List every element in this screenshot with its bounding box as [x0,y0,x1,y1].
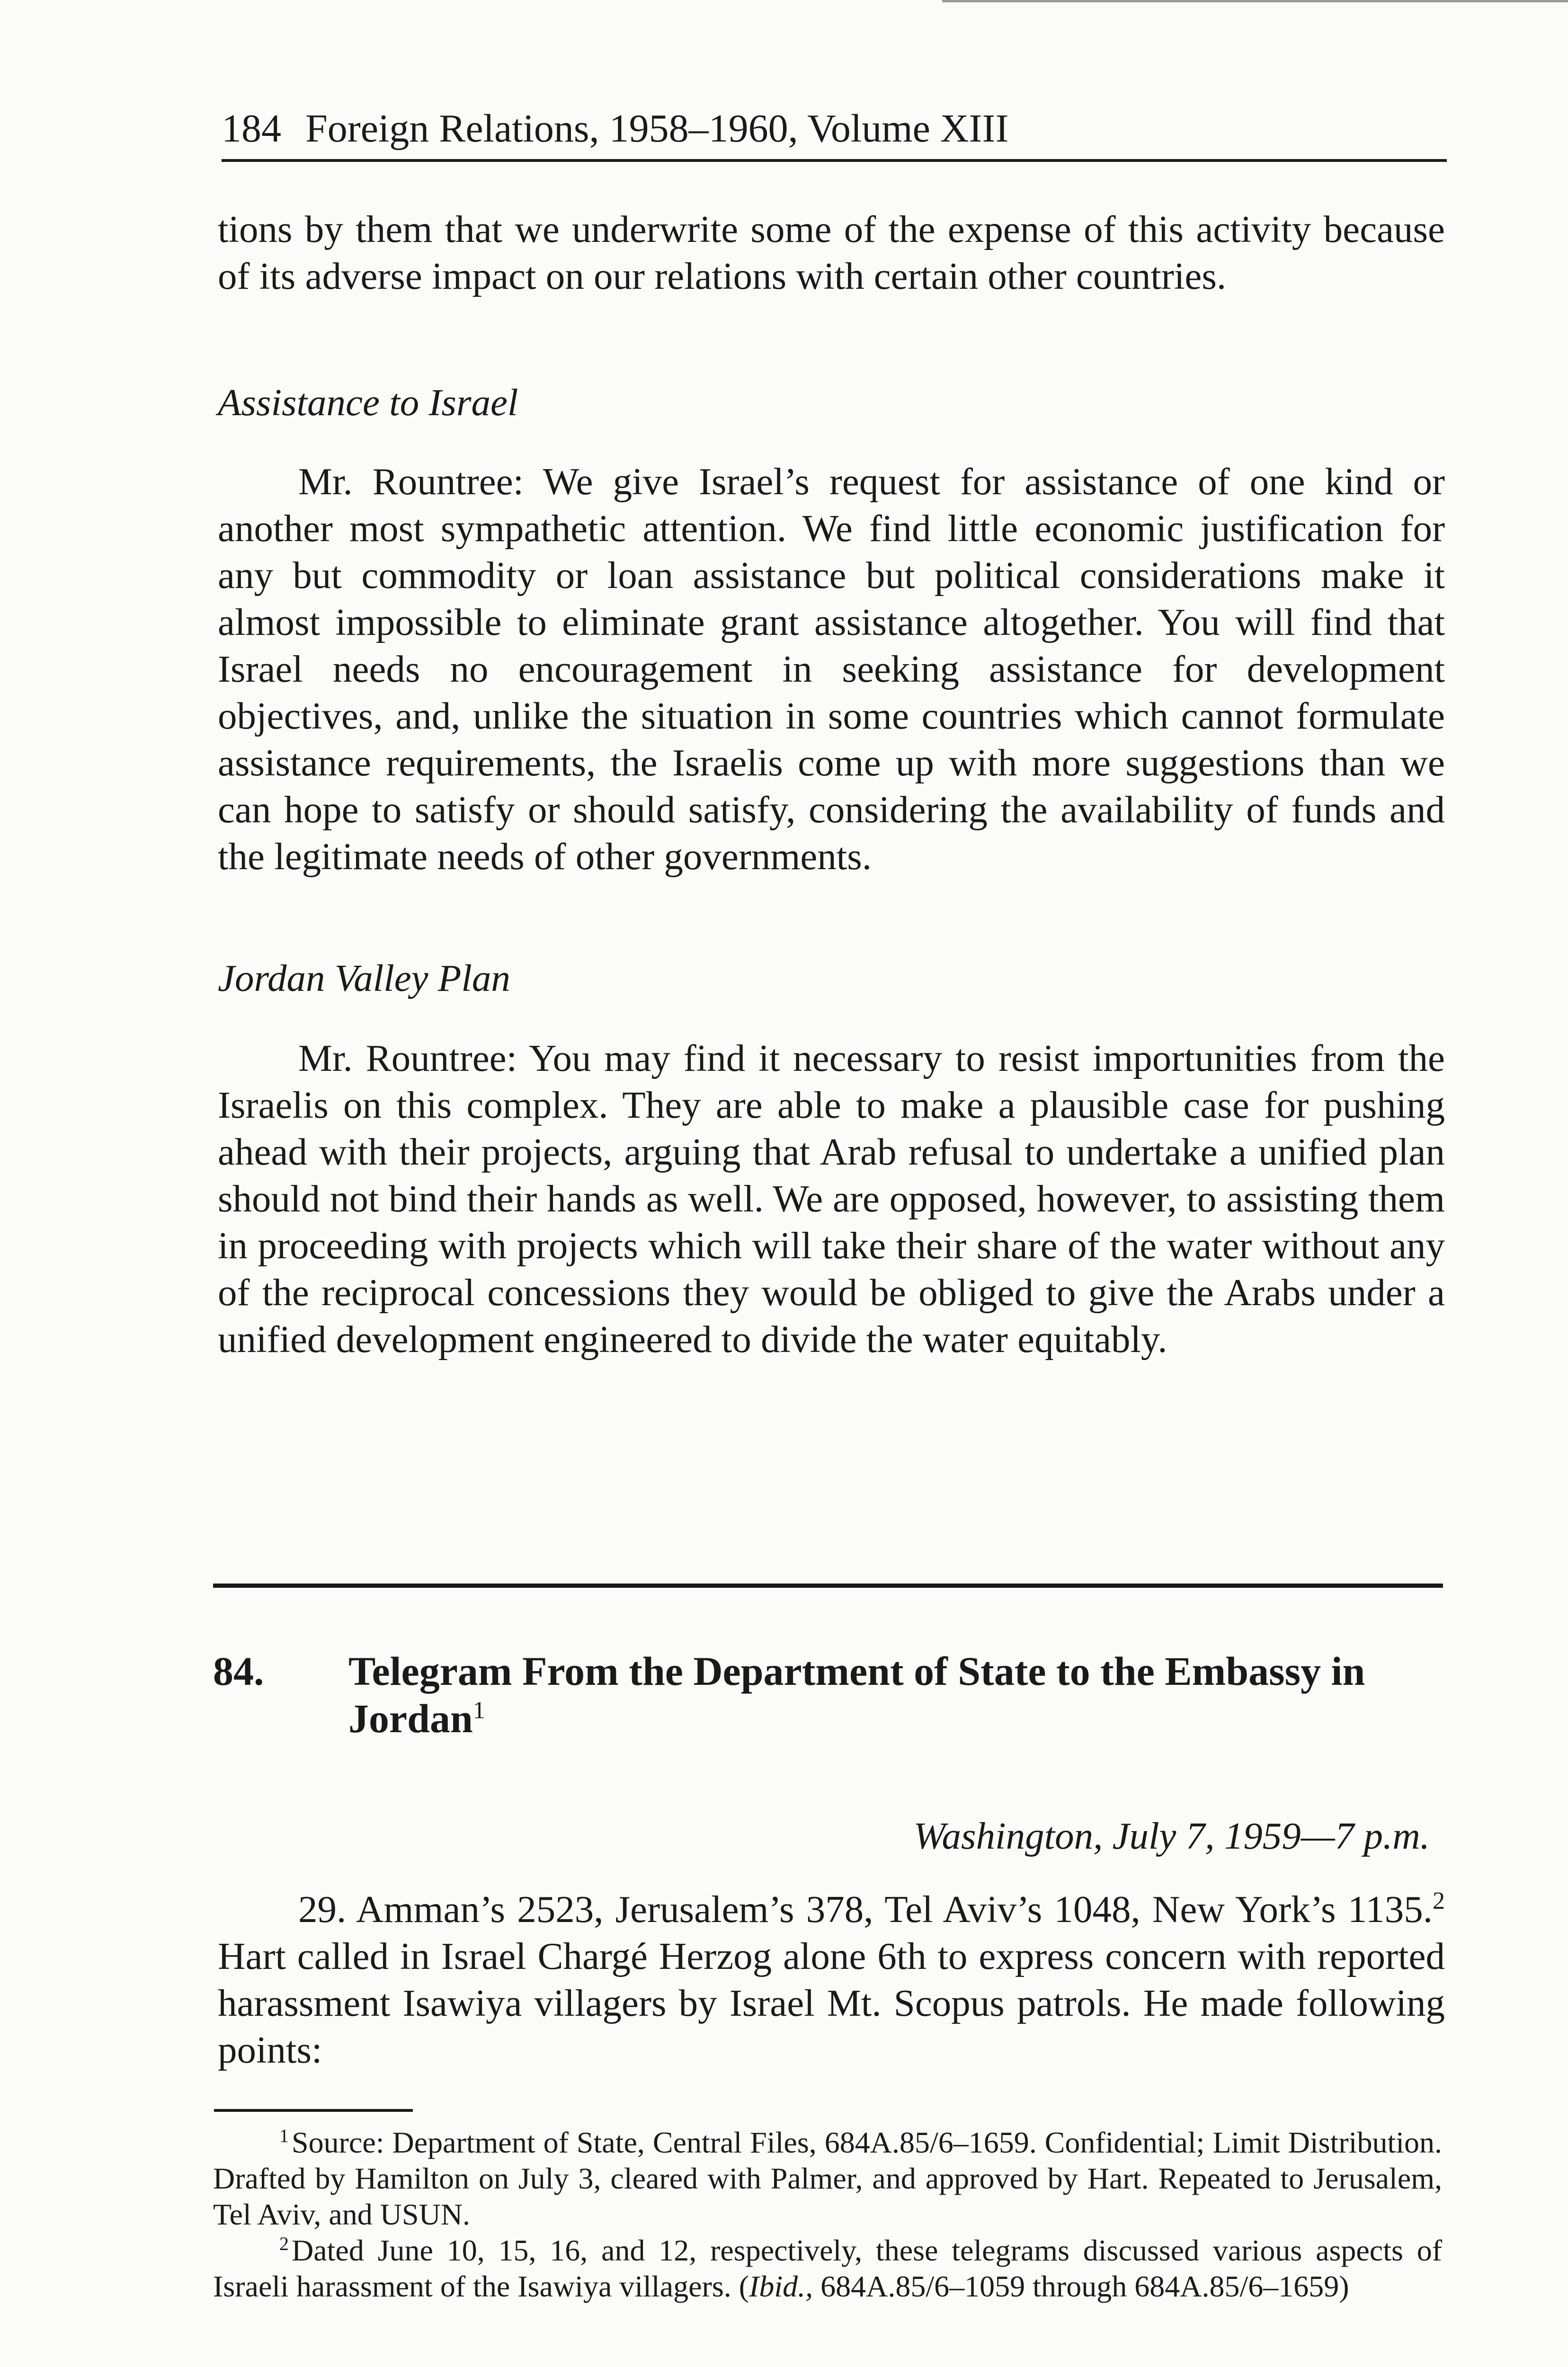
footnote-1-number: 1 [279,2125,289,2146]
israel-paragraph: Mr. Rountree: We give Israel’s request for assistance of one kind or another most sympathetic attention. We find little economic justification for any but commodity or loan assistance but political considerations make it almost impossible to eliminate grant assistance altogether. You will find that Israel needs no encouragement in seeking assistance for development objectives, and, unlike the situation in some countries which cannot formulate assistance requirements, the Israelis come up with more suggestions than we can hope to satisfy or should satisfy, considering the availability of funds and the legitimate needs of other governments. [218,460,1445,878]
footnote-2-text-after: 684A.85/6–1059 through 684A.85/6–1659) [813,2269,1349,2303]
telegram-text-part1: 29. Amman’s 2523, Jerusalem’s 378, Tel Aviv’s 1048, New York’s 1135. [298,1888,1433,1931]
dateline: Washington, July 7, 1959—7 p.m. [913,1815,1430,1857]
footnote-2 [213,2233,1442,2305]
page-number: 184 [222,107,281,151]
page-edge-line [942,0,1568,2]
continuation-paragraph: tions by them that we underwrite some of the expense of this activity because of its adverse impact on our relations with certain other countries. [218,208,1445,297]
footnote-ref-2: 2 [1433,1887,1445,1914]
footnotes [213,2125,1442,2305]
document-title-text: Telegram From the Department of State to the Embassy in Jordan [348,1648,1365,1741]
section-rule [213,1584,1443,1588]
footnote-1 [213,2125,1442,2233]
document-number: 84. [213,1648,264,1694]
telegram-paragraph [218,1886,1445,2073]
header-rule [222,159,1447,162]
footnote-2-ibid: Ibid., [749,2269,813,2303]
footnote-rule [214,2109,413,2112]
jordan-heading: Jordan Valley Plan [218,957,510,999]
jordan-paragraph: Mr. Rountree: You may find it necessary to resist importunities from the Israelis on this complex. They are able to make a plausible case for pushing ahead with their projects, arguing that Arab refusal to undertake a unified plan should not bind their hands as well. We are opposed, however, to assisting them in proceeding with projects which will take their share of the water without any of the reciprocal concessions they would be obliged to give the Arabs under a unified development engineered to divide the water equitably. [218,1037,1445,1361]
running-head [222,105,1448,152]
footnote-2-text-before: Dated June 10, 15, 16, and 12, respectively, these telegrams discussed various aspects of Israeli harassment of the Isawiya villagers. ( [213,2234,1442,2303]
volume-title: Foreign Relations, 1958–1960, Volume XIII [305,107,1009,151]
document-title [348,1647,1437,1742]
telegram-text-part2: Hart called in Israel Chargé Herzog alone 6th to express concern with reported harassment Isawiya villagers by Israel Mt. Scopus patrols. He made following points: [218,1935,1445,2071]
israel-heading: Assistance to Israel [218,381,518,424]
footnote-ref-1: 1 [472,1697,485,1724]
footnote-1-text: Source: Department of State, Central Files, 684A.85/6–1659. Confidential; Limit Distribution. Drafted by Hamilton on July 3, cleared with Palmer, and approved by Hart. Repeated to Jerusalem, Tel Aviv, and USUN. [213,2126,1442,2231]
footnote-2-number: 2 [279,2233,289,2254]
